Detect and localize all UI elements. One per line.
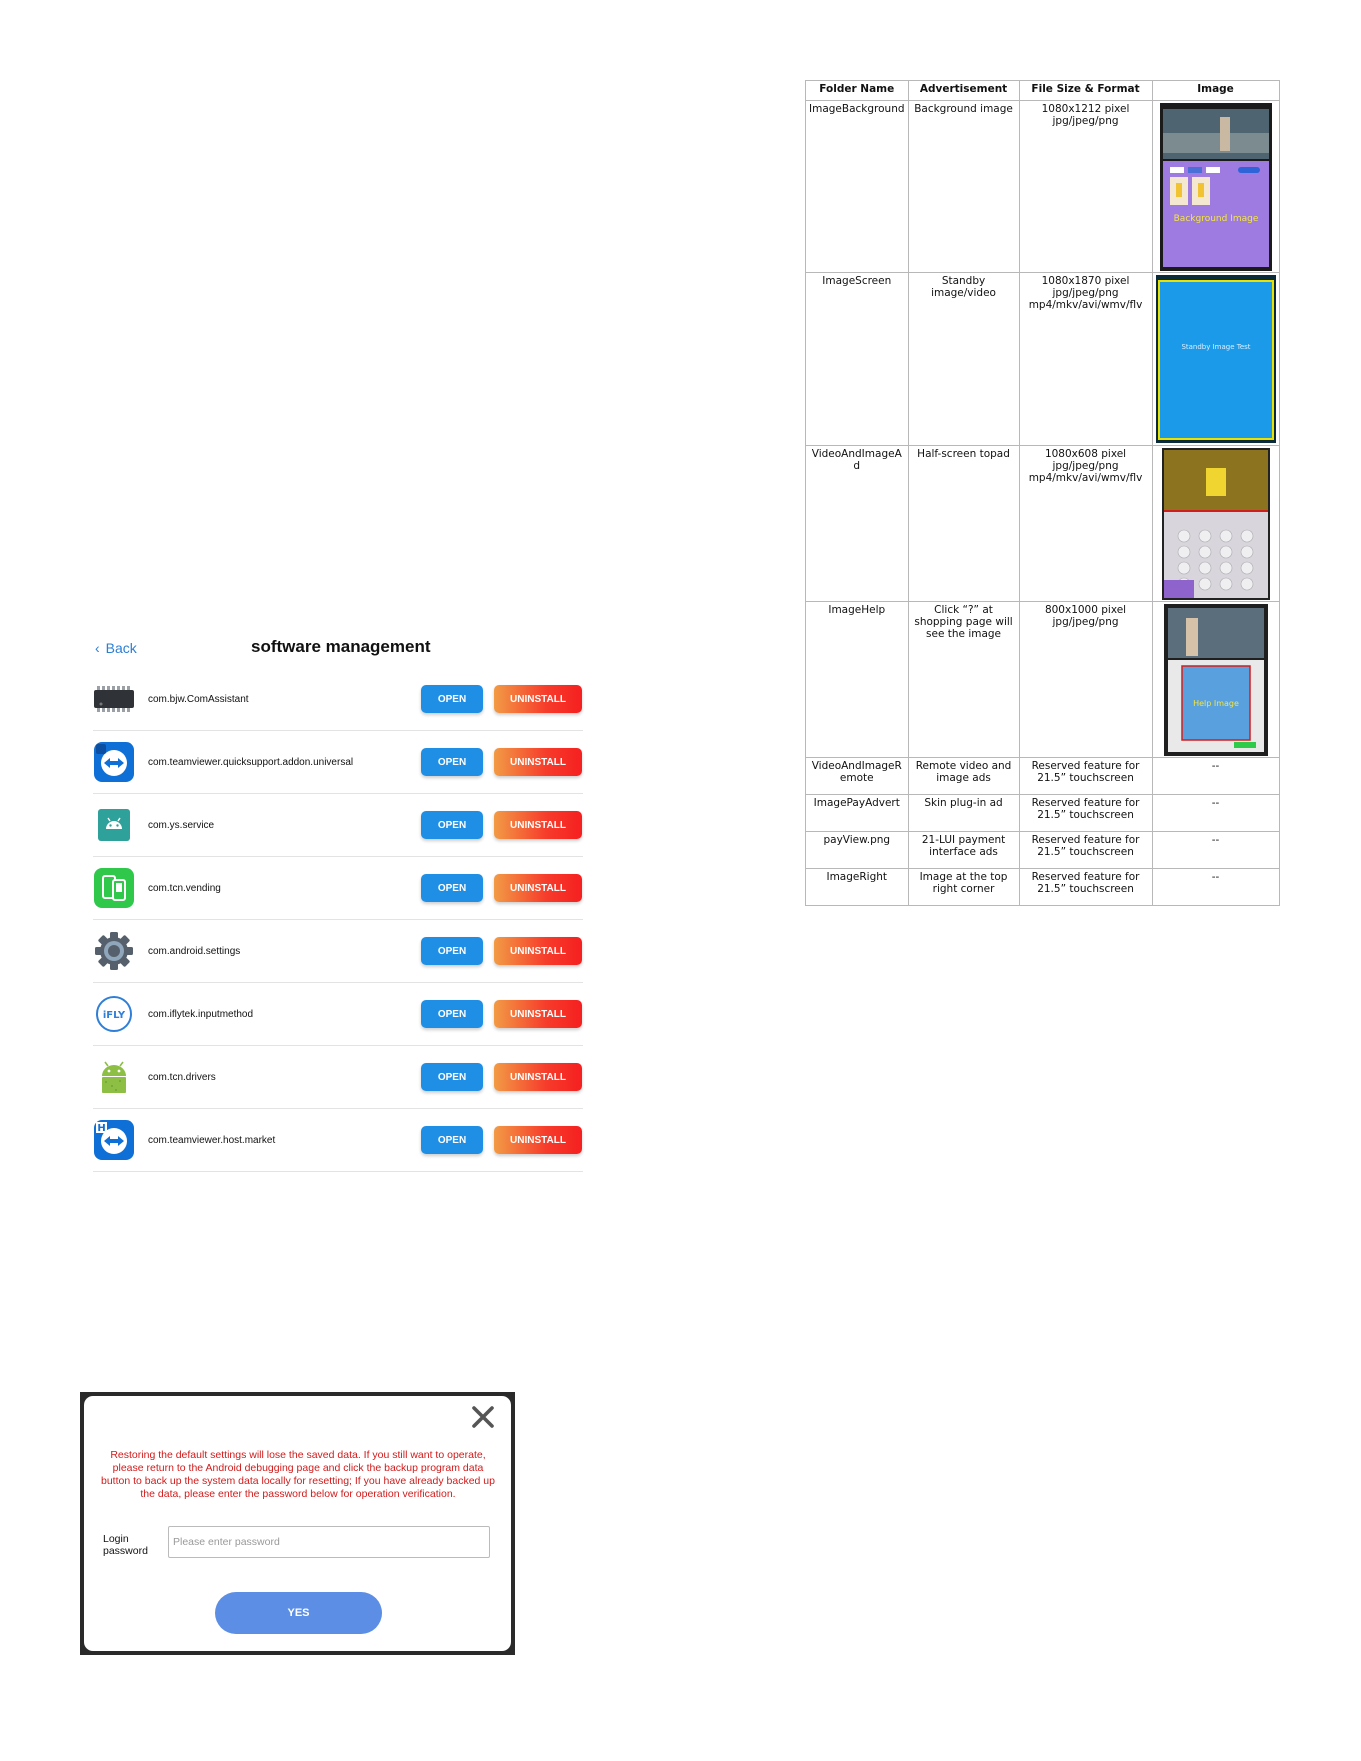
help-image-thumbnail (1164, 604, 1268, 756)
app-package-name: com.tcn.vending (148, 882, 221, 894)
app-package-name: com.android.settings (148, 945, 241, 957)
close-icon[interactable] (470, 1404, 496, 1430)
back-label: Back (105, 640, 137, 656)
header-image: Image (1152, 81, 1279, 101)
app-package-name: com.teamviewer.host.market (148, 1134, 276, 1146)
background-image-thumbnail (1160, 103, 1272, 271)
vending-icon (93, 867, 135, 909)
svg-text:H: H (97, 1123, 106, 1134)
ifly-icon (93, 993, 135, 1035)
app-package-name: com.teamviewer.quicksupport.addon.universal (148, 756, 354, 768)
app-package-name: com.tcn.drivers (148, 1071, 216, 1083)
file-size-format-cell: Reserved feature for 21.5” touchscreen (1019, 795, 1152, 832)
app-row (93, 794, 583, 857)
yes-button[interactable]: YES (215, 1592, 382, 1634)
standby-image-thumbnail (1156, 275, 1276, 443)
advertisement-cell: Skin plug-in ad (908, 795, 1019, 832)
thumb-label: Standby Image Test (1180, 343, 1251, 351)
app-row (93, 1109, 583, 1172)
uninstall-button[interactable]: UNINSTALL (494, 874, 582, 902)
header-file-size-format: File Size & Format (1019, 81, 1152, 101)
file-size-format-cell: 1080x608 pixel jpg/jpeg/png mp4/mkv/avi/wmv/flv (1019, 446, 1152, 602)
header-advertisement: Advertisement (908, 81, 1019, 101)
uninstall-button[interactable]: UNINSTALL (494, 685, 582, 713)
folder-name-cell: ImageHelp (806, 602, 909, 758)
advertisement-cell: Click “?” at shopping page will see the image (908, 602, 1019, 758)
table-row (806, 101, 1280, 273)
software-management-panel (93, 628, 583, 1172)
open-button[interactable]: OPEN (421, 685, 483, 713)
app-row (93, 731, 583, 794)
app-row (93, 857, 583, 920)
chip-icon (93, 678, 135, 720)
uninstall-button[interactable]: UNINSTALL (494, 811, 582, 839)
svg-text:iFLY: iFLY (102, 1010, 126, 1021)
image-cell (1152, 602, 1279, 758)
table-header-row (806, 81, 1280, 101)
uninstall-button[interactable]: UNINSTALL (494, 1126, 582, 1154)
app-list (93, 668, 583, 1172)
chevron-left-icon: ‹ (95, 640, 100, 656)
folder-name-cell: ImageRight (806, 869, 909, 906)
advertisement-cell: Background image (908, 101, 1019, 273)
thumb-label: Background Image (1173, 213, 1258, 224)
advertisement-cell: Half-screen topad (908, 446, 1019, 602)
advertisement-cell: Standby image/video (908, 273, 1019, 446)
app-row (93, 668, 583, 731)
android-icon (93, 1056, 135, 1098)
gear-icon (93, 930, 135, 972)
open-button[interactable]: OPEN (421, 748, 483, 776)
file-size-format-cell: Reserved feature for 21.5” touchscreen (1019, 758, 1152, 795)
header (93, 628, 583, 668)
table-row (806, 795, 1280, 832)
advertisement-cell: 21-LUI payment interface ads (908, 832, 1019, 869)
image-cell: -- (1152, 795, 1279, 832)
app-package-name: com.ys.service (148, 819, 215, 831)
image-cell: -- (1152, 758, 1279, 795)
folder-name-cell: ImagePayAdvert (806, 795, 909, 832)
open-button[interactable]: OPEN (421, 1126, 483, 1154)
app-package-name: com.bjw.ComAssistant (148, 693, 249, 705)
login-password-label: Login password (103, 1533, 148, 1557)
uninstall-button[interactable]: UNINSTALL (494, 937, 582, 965)
file-size-format-cell: Reserved feature for 21.5” touchscreen (1019, 832, 1152, 869)
restore-dialog (84, 1396, 511, 1651)
open-button[interactable]: OPEN (421, 811, 483, 839)
file-size-format-cell: 1080x1870 pixel jpg/jpeg/png mp4/mkv/avi/wmv/flv (1019, 273, 1152, 446)
half-screen-ad-thumbnail (1162, 448, 1270, 600)
app-row (93, 1046, 583, 1109)
file-size-format-cell: Reserved feature for 21.5” touchscreen (1019, 869, 1152, 906)
app-row (93, 920, 583, 983)
image-cell (1152, 446, 1279, 602)
android-service-icon (93, 804, 135, 846)
table-row (806, 273, 1280, 446)
table-row (806, 446, 1280, 602)
image-cell: -- (1152, 869, 1279, 906)
table-row (806, 758, 1280, 795)
app-row (93, 983, 583, 1046)
open-button[interactable]: OPEN (421, 1000, 483, 1028)
ad-folder-table (805, 80, 1280, 906)
file-size-format-cell: 1080x1212 pixel jpg/jpeg/png (1019, 101, 1152, 273)
advertisement-cell: Remote video and image ads (908, 758, 1019, 795)
open-button[interactable]: OPEN (421, 874, 483, 902)
warning-message: Restoring the default settings will lose the saved data. If you still want to operate, please return to the Android debugging page and click the backup program data button to back up the system data locally for resetting; If you have already backed up the data, please enter the password below for operation verification. (101, 1449, 495, 1500)
thumb-label: Help Image (1192, 698, 1239, 708)
page-title: software management (251, 637, 431, 656)
folder-name-cell: ImageScreen (806, 273, 909, 446)
folder-name-cell: ImageBackground (806, 101, 909, 273)
teamviewer-addon-icon (93, 741, 135, 783)
open-button[interactable]: OPEN (421, 937, 483, 965)
uninstall-button[interactable]: UNINSTALL (494, 1063, 582, 1091)
advertisement-cell: Image at the top right corner (908, 869, 1019, 906)
file-size-format-cell: 800x1000 pixel jpg/jpeg/png (1019, 602, 1152, 758)
image-cell (1152, 101, 1279, 273)
open-button[interactable]: OPEN (421, 1063, 483, 1091)
back-button[interactable] (95, 640, 137, 656)
uninstall-button[interactable]: UNINSTALL (494, 748, 582, 776)
image-cell (1152, 273, 1279, 446)
app-package-name: com.iflytek.inputmethod (148, 1008, 254, 1020)
table-row (806, 869, 1280, 906)
folder-name-cell: VideoAndImageA d (806, 446, 909, 602)
teamviewer-host-icon (93, 1119, 135, 1161)
restore-dialog-backdrop (80, 1392, 515, 1655)
header-folder-name: Folder Name (806, 81, 909, 101)
uninstall-button[interactable]: UNINSTALL (494, 1000, 582, 1028)
image-cell: -- (1152, 832, 1279, 869)
table-row (806, 602, 1280, 758)
folder-name-cell: VideoAndImageR emote (806, 758, 909, 795)
password-input[interactable] (168, 1526, 490, 1558)
table-row (806, 832, 1280, 869)
folder-name-cell: payView.png (806, 832, 909, 869)
